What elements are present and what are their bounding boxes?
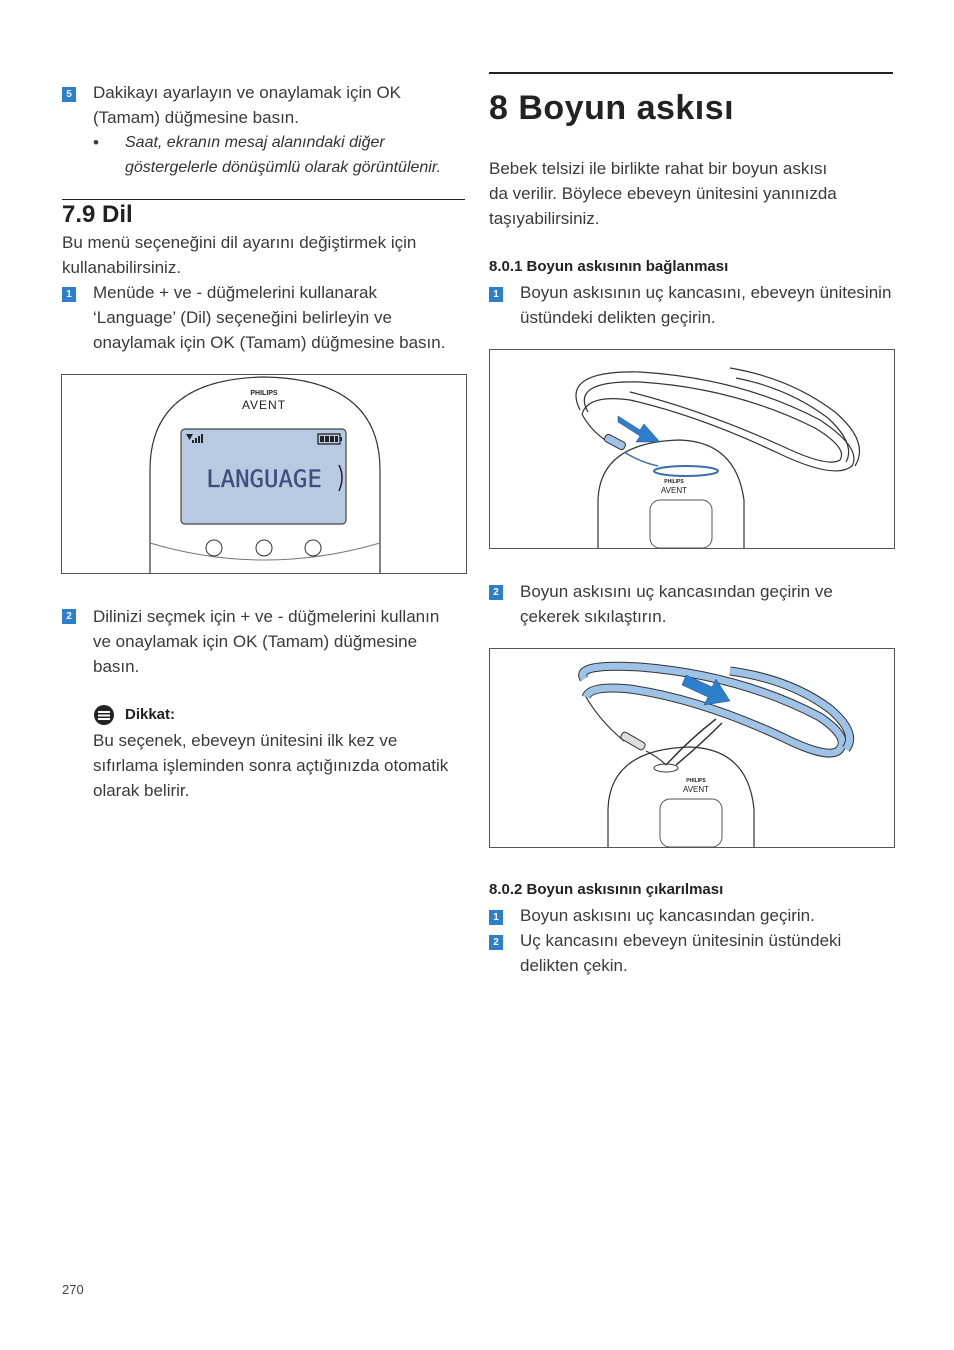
chapter-intro-line-3: taşıyabilirsiniz. — [489, 209, 600, 228]
attach-step-1-line-2: üstündeki delikten geçirin. — [520, 308, 716, 327]
note-title: Dikkat: — [125, 706, 176, 723]
attach-step-2-line-2: çekerek sıkılaştırın. — [520, 607, 667, 626]
lanyard-insert-illustration — [490, 350, 894, 548]
remove-step-badge-2: 2 — [489, 935, 503, 950]
step-2-line-1: Dilinizi seçmek için + ve - düğmelerini kullanın — [93, 607, 440, 626]
step-5-line-2: (Tamam) düğmesine basın. — [93, 108, 299, 127]
subsection-heading-attach: 8.0.1 Boyun askısının bağlanması — [489, 258, 729, 275]
fig2-brand-philips: PHILIPS — [686, 778, 706, 784]
step-5-line-1: Dakikayı ayarlayın ve onaylamak için OK — [93, 83, 402, 102]
note-line-2: sıfırlama işleminden sonra açtığınızda otomatik — [93, 756, 449, 775]
bullet-line-1: Saat, ekranın mesaj alanındaki diğer — [125, 134, 385, 151]
section-divider — [62, 199, 465, 200]
subsection-heading-remove: 8.0.2 Boyun askısının çıkarılması — [489, 881, 724, 898]
remove-step-1-line-1: Boyun askısını uç kancasından geçirin. — [520, 906, 815, 925]
step-1-line-1: Menüde + ve - düğmelerini kullanarak — [93, 283, 377, 302]
lanyard-tighten-figure — [489, 648, 895, 848]
bullet-marker: • — [93, 133, 99, 152]
fig1-brand-philips: PHILIPS — [664, 479, 684, 485]
step-badge-1: 1 — [62, 287, 76, 302]
fig2-brand-avent: AVENT — [682, 785, 710, 794]
remove-step-badge-1: 1 — [489, 910, 503, 925]
note-line-3: olarak belirir. — [93, 781, 190, 800]
step-badge-5: 5 — [62, 87, 76, 102]
device-display-figure — [61, 374, 467, 574]
section-intro-line-2: kullanabilirsiniz. — [62, 258, 182, 277]
note-icon — [94, 705, 114, 725]
fig1-brand-avent: AVENT — [660, 486, 688, 495]
lanyard-tighten-illustration — [490, 649, 894, 847]
attach-step-badge-1: 1 — [489, 287, 503, 302]
device-button-left — [206, 540, 222, 556]
arrow-icon — [618, 416, 660, 442]
remove-step-2-line-2: delikten çekin. — [520, 956, 628, 975]
chapter-intro-line-1: Bebek telsizi ile birlikte rahat bir boyun askısı — [489, 159, 828, 178]
attach-step-2-line-1: Boyun askısını uç kancasından geçirin ve — [520, 582, 833, 601]
section-heading: 7.9 Dil — [62, 201, 133, 228]
step-1-line-3: onaylamak için OK (Tamam) düğmesine basın. — [93, 333, 446, 352]
step-2-line-2: ve onaylamak için OK (Tamam) düğmesine — [93, 632, 418, 651]
device-button-right — [305, 540, 321, 556]
lcd-language-text: LANGUAGE — [206, 465, 322, 493]
step-1-line-2: ‘Language’ (Dil) seçeneğini belirleyin ve — [93, 308, 392, 327]
attach-step-badge-2: 2 — [489, 585, 503, 600]
device-illustration — [62, 375, 466, 573]
bullet-line-2: göstergelerle dönüşümlü olarak görüntülenir. — [125, 159, 442, 176]
brand-philips-text: PHILIPS — [250, 390, 278, 397]
attach-step-1-line-1: Boyun askısının uç kancasını, ebeveyn ünitesinin — [520, 283, 892, 302]
step-badge-2: 2 — [62, 609, 76, 624]
section-intro-line-1: Bu menü seçeneğini dil ayarını değiştirmek için — [62, 233, 417, 252]
chapter-heading: 8 Boyun askısı — [489, 89, 735, 127]
device-button-middle — [256, 540, 272, 556]
note-line-1: Bu seçenek, ebeveyn ünitesini ilk kez ve — [93, 731, 398, 750]
chapter-intro-line-2: da verilir. Böylece ebeveyn ünitesini yanınızda — [489, 184, 837, 203]
page-number: 270 — [62, 1282, 84, 1297]
remove-step-2-line-1: Uç kancasını ebeveyn ünitesinin üstündeki — [520, 931, 842, 950]
lanyard-insert-figure — [489, 349, 895, 549]
brand-avent-text: AVENT — [241, 398, 287, 412]
chapter-divider — [489, 72, 893, 74]
step-2-line-3: basın. — [93, 657, 140, 676]
